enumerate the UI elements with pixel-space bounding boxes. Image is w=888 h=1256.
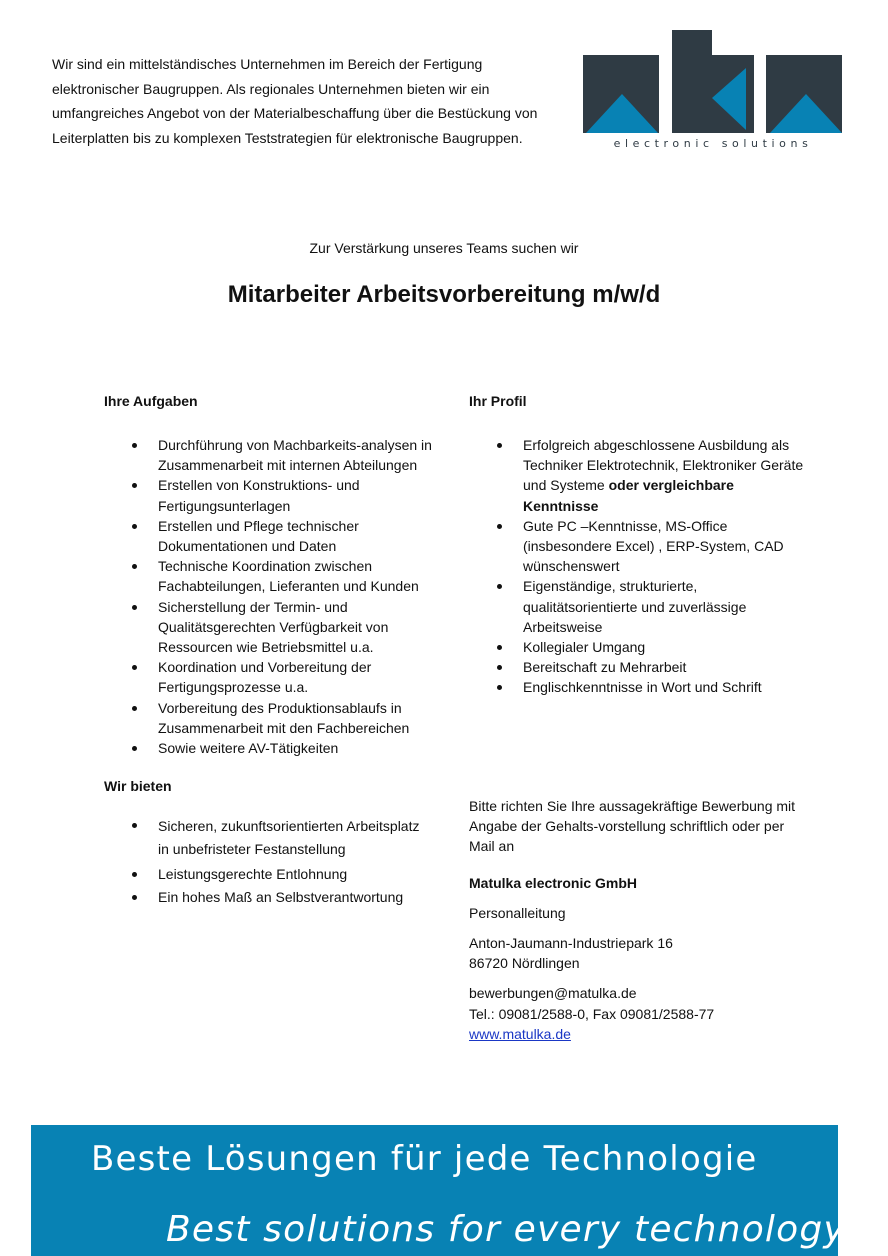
profile-heading: Ihr Profil [469, 393, 527, 409]
website-link[interactable]: www.matulka.de [469, 1025, 571, 1042]
akm-logo-icon [582, 30, 844, 152]
email-address: bewerbungen@matulka.de [469, 985, 637, 1002]
profile-item-text: Erfolgreich abgeschlossene Ausbildung als Techniker Elektrotechnik, Elektroniker Geräte und Systeme [523, 437, 804, 494]
tasks-heading: Ihre Aufgaben [104, 393, 198, 409]
job-title: Mitarbeiter Arbeitsvorbereitung m/w/d [227, 281, 661, 308]
list-item: Englischkenntnisse in Wort und Schrift [469, 677, 809, 697]
list-item: Bereitschaft zu Mehrarbeit [469, 657, 809, 677]
profile-list [469, 435, 809, 698]
offers-heading: Wir bieten [104, 778, 172, 795]
city: 86720 Nördlingen [469, 955, 580, 972]
list-item: Vorbereitung des Produktionsablaufs in Zusammenarbeit mit den Fachbereichen [104, 698, 434, 738]
slogan-german: Beste Lösungen für jede Technologie [91, 1139, 758, 1179]
slogan-banner [31, 1125, 846, 1256]
offers-list [104, 815, 434, 907]
left-column [104, 392, 434, 908]
right-column [469, 392, 809, 698]
list-item: Technische Koordination zwischen Fachabteilungen, Lieferanten und Kunden [104, 556, 434, 596]
list-item [469, 435, 809, 516]
application-block [469, 796, 809, 1044]
list-item: Leistungsgerechte Entlohnung [104, 864, 434, 884]
street-address: Anton-Jaumann-Industriepark 16 [469, 935, 673, 952]
tasks-list [104, 435, 434, 758]
list-item: Koordination und Vorbereitung der Fertigungsprozesse u.a. [104, 657, 434, 697]
list-item: Eigenständige, strukturierte, qualitätsorientierte und zuverlässige Arbeitsweise [469, 576, 809, 637]
department: Personalleitung [469, 904, 566, 921]
slogan-english: Best solutions for every technology [166, 1209, 846, 1250]
intro-line: Zur Verstärkung unseres Teams suchen wir [309, 240, 579, 256]
list-item: Sowie weitere AV-Tätigkeiten [104, 738, 434, 758]
company-intro: Wir sind ein mittelständisches Unternehmen im Bereich der Fertigung elektronischer Baugruppen. Als regionales Unternehmen bieten wir ein umfangreiches Angebot von der Materialbeschaffung über die Bestückung von Leiterplatten bis zu komplexen Teststrategien für elektronische Baugruppen. [52, 56, 538, 146]
list-item: Gute PC –Kenntnisse, MS-Office (insbesondere Excel) , ERP-System, CAD wünschenswert [469, 516, 809, 577]
list-item: Erstellen und Pflege technischer Dokumentationen und Daten [104, 516, 434, 556]
application-instruction: Bitte richten Sie Ihre aussagekräftige Bewerbung mit Angabe der Gehalts-vorstellung schriftlich oder per Mail an [469, 798, 796, 855]
list-item: Sicheren, zukunftsorientierten Arbeitsplatz in unbefristeter Festanstellung [104, 815, 434, 861]
profile-item-emphasis: oder vergleichbare Kenntnisse [523, 477, 734, 514]
phone-fax: Tel.: 09081/2588-0, Fax 09081/2588-77 [469, 1005, 715, 1022]
list-item: Sicherstellung der Termin- und Qualitätsgerechten Verfügbarkeit von Ressourcen wie Betriebsmittel u.a. [104, 597, 434, 658]
list-item: Erstellen von Konstruktions- und Fertigungsunterlagen [104, 475, 434, 515]
company-name: Matulka electronic GmbH [469, 874, 638, 891]
list-item: Ein hohes Maß an Selbstverantwortung [104, 887, 434, 907]
list-item: Durchführung von Machbarkeits-analysen in Zusammenarbeit mit internen Abteilungen [104, 435, 434, 475]
list-item: Kollegialer Umgang [469, 637, 809, 657]
logo-tagline: electronic solutions [613, 137, 813, 150]
